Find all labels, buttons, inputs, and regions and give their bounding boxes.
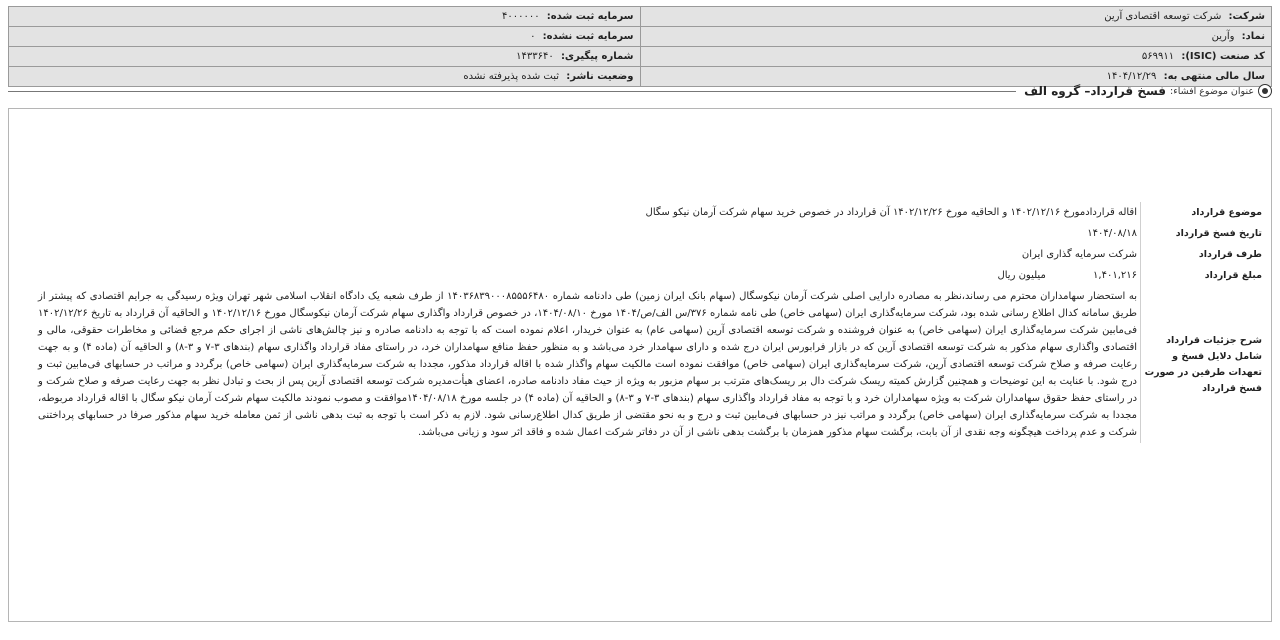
content-box	[8, 108, 1272, 622]
unregistered-capital-label: سرمایه ثبت نشده:	[542, 31, 634, 42]
header-cell-symbol	[640, 27, 1272, 47]
tracking-label: شماره پیگیری:	[560, 51, 634, 62]
tracking-value: ۱۴۳۳۶۴۰	[516, 51, 554, 62]
publisher-status-value: ثبت شده پذیرفته نشده	[463, 71, 560, 82]
header-row	[9, 47, 1272, 67]
party-label: طرف قرارداد	[1141, 244, 1266, 265]
header-cell-registered-capital	[9, 7, 641, 27]
description-label: شرح جزئیات قرارداد شامل دلایل فسخ و تعهدات طرفین در صورت فسخ قرارداد	[1141, 286, 1266, 443]
fiscal-value: ۱۴۰۴/۱۲/۲۹	[1106, 71, 1157, 82]
header-cell-unregistered-capital	[9, 27, 641, 47]
company-value: شرکت توسعه اقتصادی آرین	[1104, 11, 1222, 22]
detail-row	[35, 286, 1265, 443]
registered-capital-value: ۴۰۰۰۰۰۰	[501, 11, 540, 22]
section-title-prefix: عنوان موضوع افشاء:	[1170, 85, 1254, 97]
isic-value: ۵۶۹۹۱۱	[1141, 51, 1175, 62]
symbol-value: وآرین	[1211, 31, 1235, 42]
registered-capital-label: سرمایه ثبت شده:	[546, 11, 634, 22]
company-label: شرکت:	[1228, 11, 1265, 22]
symbol-label: نماد:	[1241, 31, 1265, 42]
amount-cell	[35, 265, 1141, 286]
section-title-text: فسخ قرارداد– گروه الف	[1024, 84, 1167, 98]
amount-unit: میلیون ریال	[997, 270, 1046, 281]
amount-label: مبلغ قرارداد	[1141, 265, 1266, 286]
title-divider	[8, 91, 1016, 92]
header-row	[9, 27, 1272, 47]
detail-row	[35, 223, 1265, 244]
termination-date-value: ۱۴۰۴/۰۸/۱۸	[1087, 228, 1137, 239]
fiscal-label: سال مالی منتهی به:	[1163, 71, 1265, 82]
detail-row	[35, 265, 1265, 286]
publisher-status-label: وضعیت ناشر:	[566, 71, 634, 82]
details-table	[35, 202, 1265, 443]
unregistered-capital-value: ۰	[530, 31, 536, 42]
bullet-icon	[1258, 84, 1272, 98]
detail-row	[35, 244, 1265, 265]
description-value: به استحضار سهامداران محترم می رساند،نظر به مصادره دارایی اصلی شرکت آرمان نیکوسگال (سهام بانک ایران زمین) طی دادنامه شماره ۱۴۰۳۶۸۳۹۰۰۰۸۵۵۵۶۴۸۰ از طرف شعبه یک دادگاه انقلاب اسلامی شهر تهران ویژه رسیدگی به جرایم اقتصادی که پیشتر از طریق سامانه کدال اطلاع رسانی شده بود، شرکت سرمایه‌گذاری ایران (سهامی خاص) طی نامه شماره ۳۷۶/س الف/ص/۱۴۰۴ مورخ ۱۴۰۴/۰۸/۱۰، در خصوص قرارداد واگذاری سهام شرکت آرمان نیکوسگال مورخ ۱۴۰۲/۱۲/۱۶ و الحاقیه آن قرارداد به تاریخ ۱۴۰۲/۱۲/۲۶ فی‌مابین شرکت سرمایه‌گذاری ایران (سهامی خاص) به عنوان فروشنده و شرکت توسعه اقتصادی آرین (سهامی عام) به عنوان خریدار، اعلام نموده است که با توجه به دادنامه صادره و نیز چالش‌های ناشی از اجرای حکم مرجع قضائی و مخاطرات حقوقی، مالی و اقتصادی واگذاری سهام مذکور به شرکت توسعه اقتصادی آرین که در بازار فرابورس ایران درج شده و دارای سهامدار خرد می‌باشد و به منظور حفظ منافع سهامداران خرد، در راستای مفاد قرارداد واگذاری سهام (بندهای ۳-۷ و ۳-۸) و الحاقیه آن (ماده ۴) و به جهت رعایت صرفه و صلاح شرکت توسعه اقتصادی آرین، شرکت سرمایه‌گذاری ایران (سهامی خاص) موافقت نموده است مالکیت سهام واگذار شده با اقاله قرارداد مذکور، مجددا به شرکت سرمایه‌گذاری ایران (سهامی خاص) برگردد و مراتب در حسابهای فی‌مابین ثبت و درج شود. با عنایت به این توضیحات و همچنین گزارش کمیته ریسک شرکت دال بر ریسک‌های مترتب بر سهام مزبور به ویژه از حیث مفاد دادنامه صادره، اعضای هیأت‌مدیره شرکت توسعه اقتصادی آرین پس از بحث و تبادل نظر به جهت رعایت صرفه و صلاح شرکت و در راستای حفظ حقوق سهامداران شرکت به ویژه سهامداران خرد و با توجه به مفاد قرارداد واگذاری سهام (بندهای ۳-۷ و ۳-۸) و الحاقیه آن (ماده ۴) در جلسه مورخ ۱۴۰۴/۰۸/۱۸موافقت و مصوب نمودند مالکیت سهام شرکت آرمان نیکو سگال با اقاله قرارداد مربوطه، مجددا به شرکت سرمایه‌گذاری ایران (سهامی خاص) برگردد و مراتب نیز در حسابهای فی‌مابین ثبت و درج و به نحو مقتضی از طریق کدال اطلاع‌رسانی شود. لازم به ذکر است با توجه به ثبت بدهی ناشی از ثمن معامله خرید سهام مذکور صرفا در حسابهای پرداختنی شرکت و عدم پرداخت هیچگونه وجه نقدی از آن بابت، برگشت سهام مذکور همزمان با برگشت بدهی ناشی از آن در دفاتر شرکت اعمال شده و فاقد اثر سود و زیانی می‌باشد.	[38, 291, 1138, 438]
party-value: شرکت سرمایه گذاری ایران	[1021, 249, 1137, 260]
detail-row	[35, 202, 1265, 223]
section-title	[8, 81, 1272, 101]
header-cell-isic	[640, 47, 1272, 67]
subject-value: اقاله قراردادمورخ ۱۴۰۲/۱۲/۱۶ و الحاقیه مورخ ۱۴۰۲/۱۲/۲۶ آن قرارداد در خصوص خرید سهام شرکت آرمان نیکو سگال	[645, 207, 1137, 218]
subject-label: موضوع قرارداد	[1141, 202, 1266, 223]
amount-value: ۱,۴۰۱,۲۱۶	[1093, 270, 1137, 281]
header-table	[8, 6, 1272, 87]
header-cell-company	[640, 7, 1272, 27]
isic-label: کد صنعت (ISIC):	[1181, 51, 1265, 62]
header-row	[9, 7, 1272, 27]
header-cell-tracking	[9, 47, 641, 67]
termination-date-label: تاریخ فسخ قرارداد	[1141, 223, 1266, 244]
